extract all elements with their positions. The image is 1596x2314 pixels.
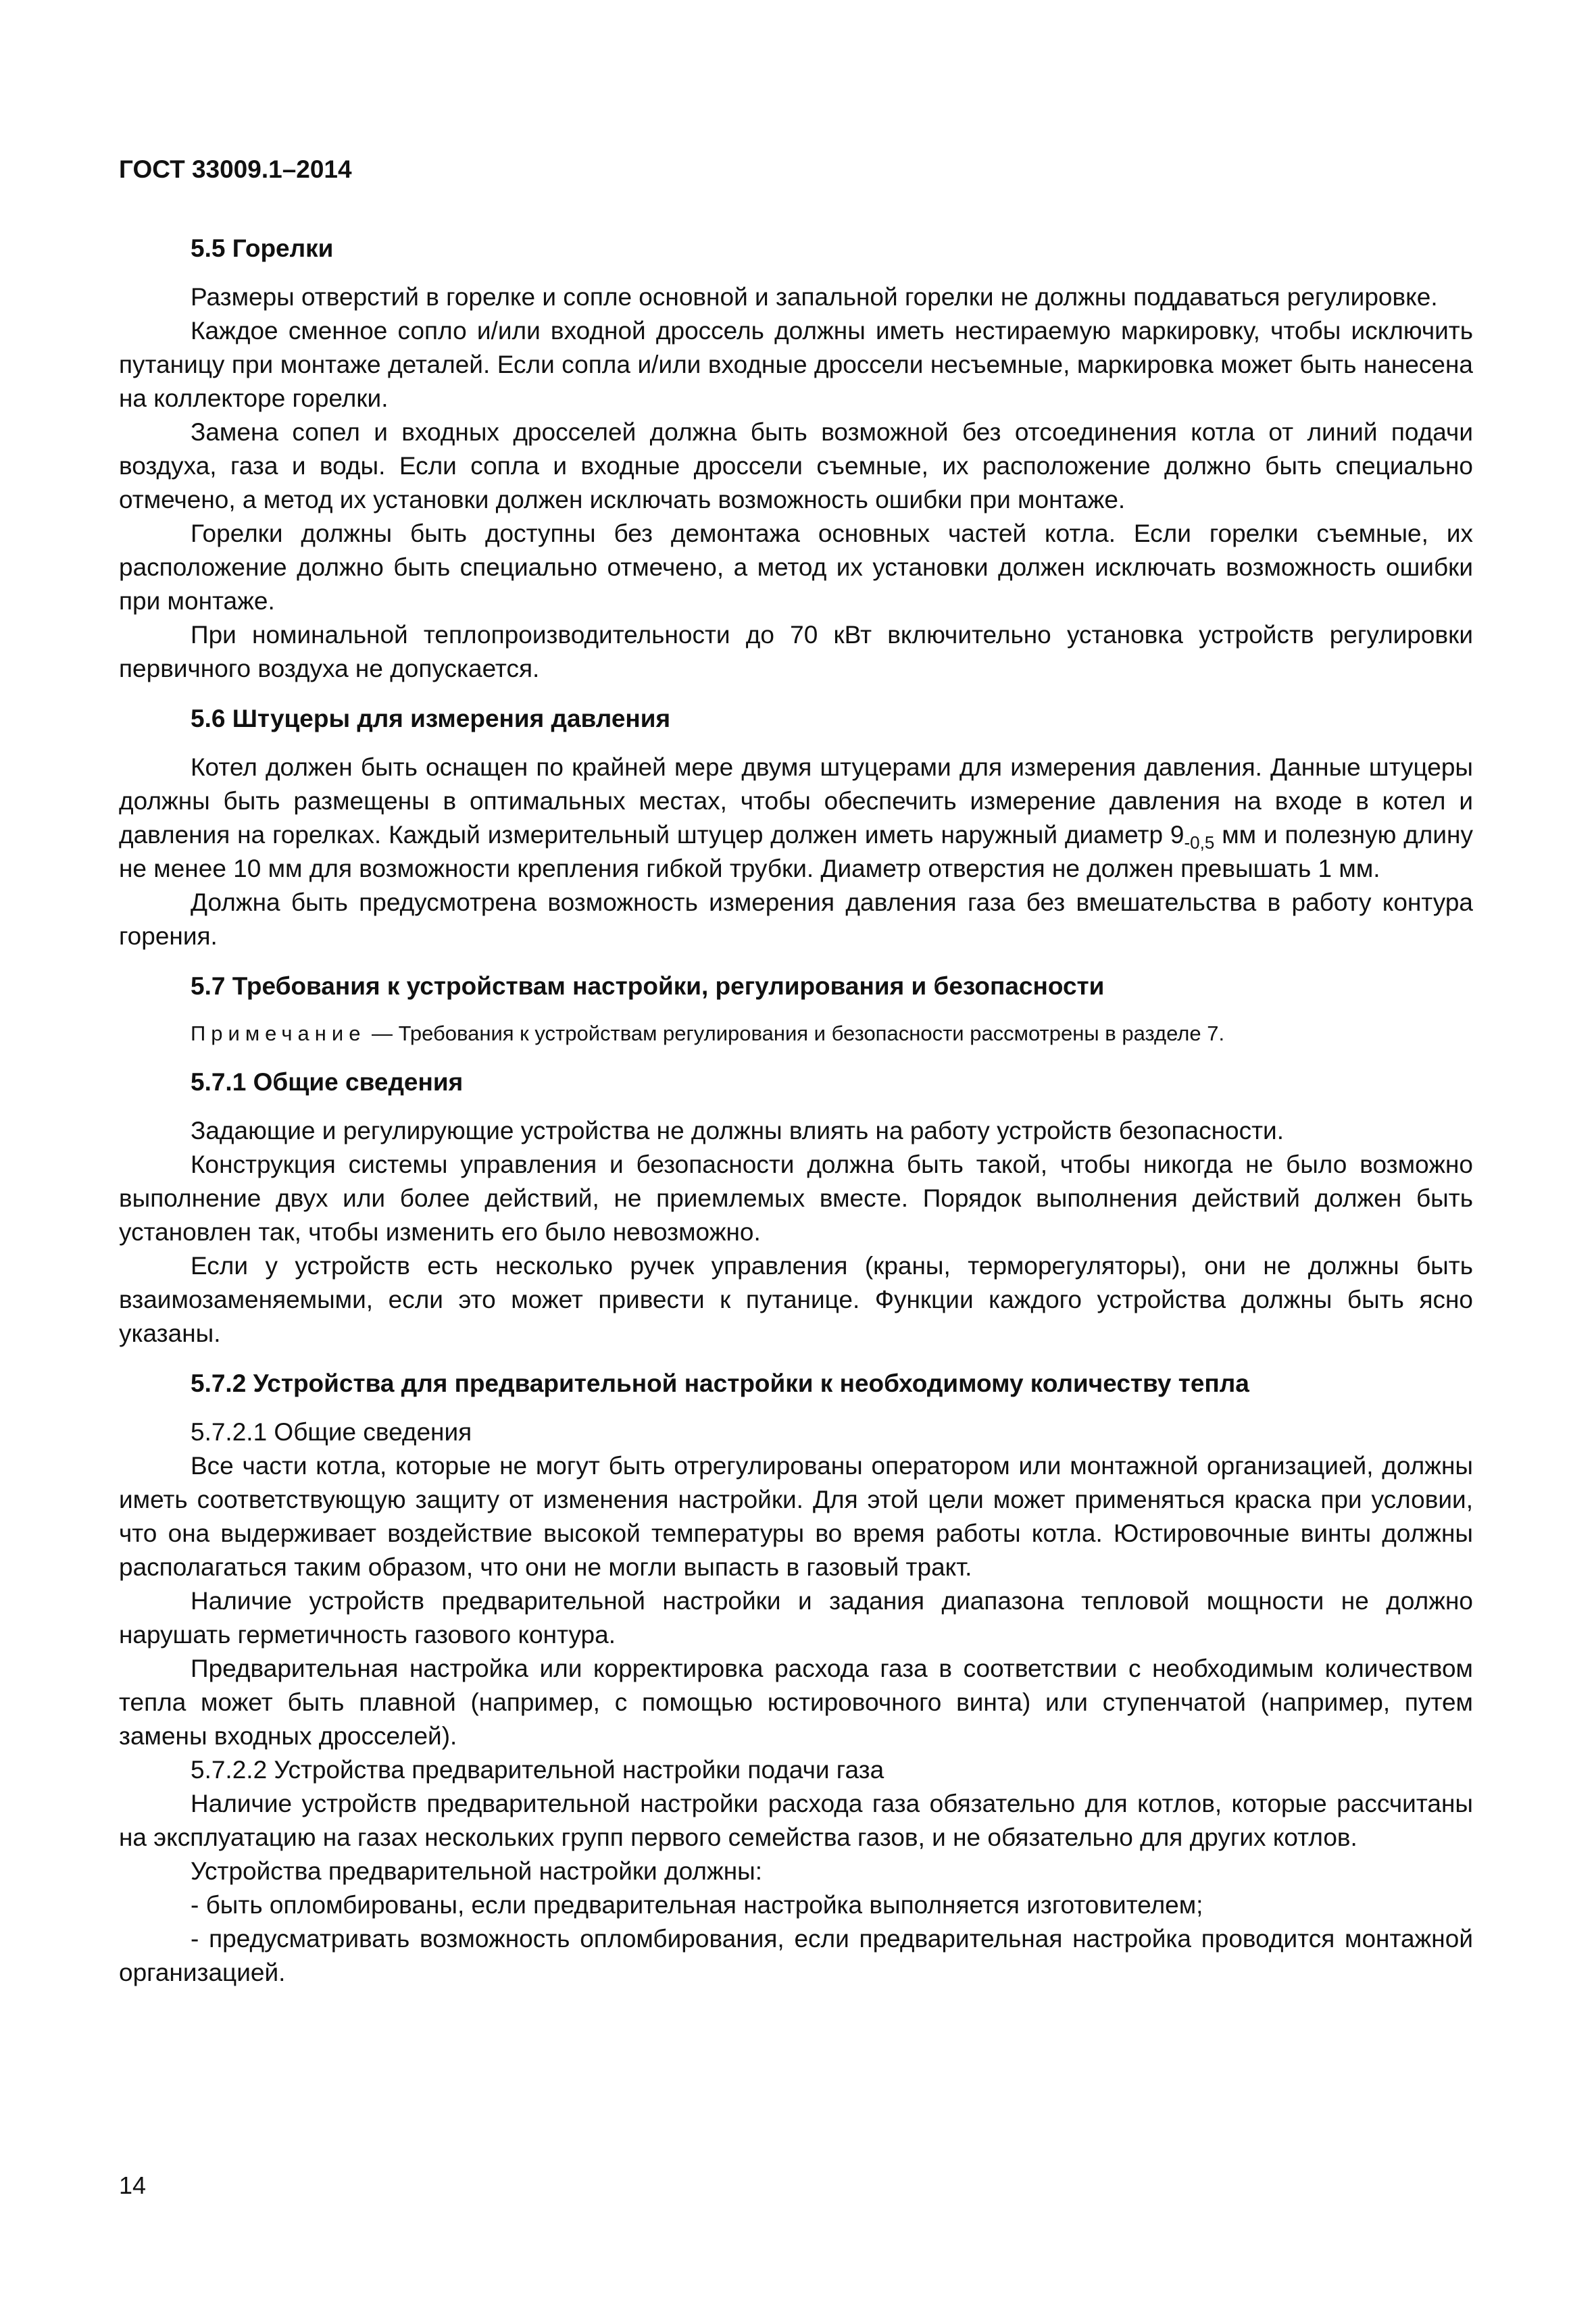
paragraph: Наличие устройств предварительной настройки расхода газа обязательно для котлов, которые рассчитаны на эксплуатацию на газах нескольких групп первого семейства газов, и не обязательно для других котлов. [119,1790,1473,1851]
subsection-title: 5.7.2.1 Общие сведения [191,1418,472,1446]
subsection-title: 5.7.2.2 Устройства предварительной настройки подачи газа [191,1756,884,1784]
paragraph: Каждое сменное сопло и/или входной дроссель должны иметь нестираемую маркировку, чтобы исключить путаницу при монтаже деталей. Если сопла и/или входные дроссели несъемные, маркировка может быть нанесена на коллекторе горелки. [119,317,1473,412]
text-run: мм и полезную длину не менее 10 мм для возможности крепления гибкой трубки. Диаметр отверстия не должен превышать 1 мм. [119,821,1473,882]
section-5-6-title: 5.6 Штуцеры для измерения давления [191,705,671,732]
section-5-7-title: 5.7 Требования к устройствам настройки, регулирования и безопасности [191,972,1105,1000]
paragraph: Наличие устройств предварительной настройки и задания диапазона тепловой мощности не должно нарушать герметичность газового контура. [119,1587,1473,1649]
paragraph: Конструкция системы управления и безопасности должна быть такой, чтобы никогда не было возможно выполнение двух или более действий, не приемлемых вместе. Порядок выполнения действий должен быть установлен так, чтобы изменить его было невозможно. [119,1151,1473,1246]
section-5-7-2-title: 5.7.2 Устройства для предварительной настройки к необходимому количеству тепла [191,1369,1249,1397]
paragraph: Все части котла, которые не могут быть отрегулированы оператором или монтажной организацией, должны иметь соответствующую защиту от изменения настройки. Для этой цели может применяться краска при условии, что она выдерживает воздействие высокой температуры во время работы котла. Юстировочные винты должны располагаться таким образом, что они не могли выпасть в газовый тракт. [119,1452,1473,1581]
document-code: ГОСТ 33009.1–2014 [119,155,352,183]
note-label: Примечание [191,1022,366,1045]
paragraph: При номинальной теплопроизводительности до 70 кВт включительно установка устройств регулировки первичного воздуха не допускается. [119,621,1473,682]
note-text: — Требования к устройствам регулирования и безопасности рассмотрены в разделе 7. [366,1022,1225,1045]
list-item: - быть опломбированы, если предварительная настройка выполняется изготовителем; [191,1891,1203,1919]
section-5-7-1-title: 5.7.1 Общие сведения [191,1068,464,1096]
paragraph: Размеры отверстий в горелке и сопле основной и запальной горелки не должны поддаваться регулировке. [191,283,1438,311]
paragraph: Горелки должны быть доступны без демонтажа основных частей котла. Если горелки съемные, их расположение должно быть специально отмечено, а метод их установки должен исключать возможность ошибки при монтаже. [119,520,1473,615]
subscript: -0,5 [1184,832,1215,853]
note [119,1018,1473,1049]
paragraph: Задающие и регулирующие устройства не должны влиять на работу устройств безопасности. [191,1117,1284,1145]
paragraph [119,751,1473,886]
paragraph: Устройства предварительной настройки должны: [191,1857,762,1885]
document-body [119,232,1473,1990]
paragraph: Предварительная настройка или корректировка расхода газа в соответствии с необходимым количеством тепла может быть плавной (например, с помощью юстировочного винта) или ступенчатой (например, путем замены входных дросселей). [119,1655,1473,1750]
list-item: - предусматривать возможность опломбирования, если предварительная настройка проводится монтажной организацией. [119,1925,1473,1986]
paragraph: Если у устройств есть несколько ручек управления (краны, терморегуляторы), они не должны быть взаимозаменяемыми, если это может привести к путанице. Функции каждого устройства должны быть ясно указаны. [119,1252,1473,1347]
page-number: 14 [119,2171,147,2199]
paragraph: Должна быть предусмотрена возможность измерения давления газа без вмешательства в работу контура горения. [119,888,1473,950]
section-5-5-title: 5.5 Горелки [191,234,334,262]
document-page [119,0,1473,2314]
text-run: Котел должен быть оснащен по крайней мере двумя штуцерами для измерения давления. Данные штуцеры должны быть размещены в оптимальных местах, чтобы обеспечить измерение давления на входе в котел и давления на горелках. Каждый измерительный штуцер должен иметь наружный диаметр 9 [119,753,1473,849]
paragraph: Замена сопел и входных дросселей должна быть возможной без отсоединения котла от линий подачи воздуха, газа и воды. Если сопла и входные дроссели съемные, их расположение должно быть специально отмечено, а метод их установки должен исключать возможность ошибки при монтаже. [119,418,1473,513]
